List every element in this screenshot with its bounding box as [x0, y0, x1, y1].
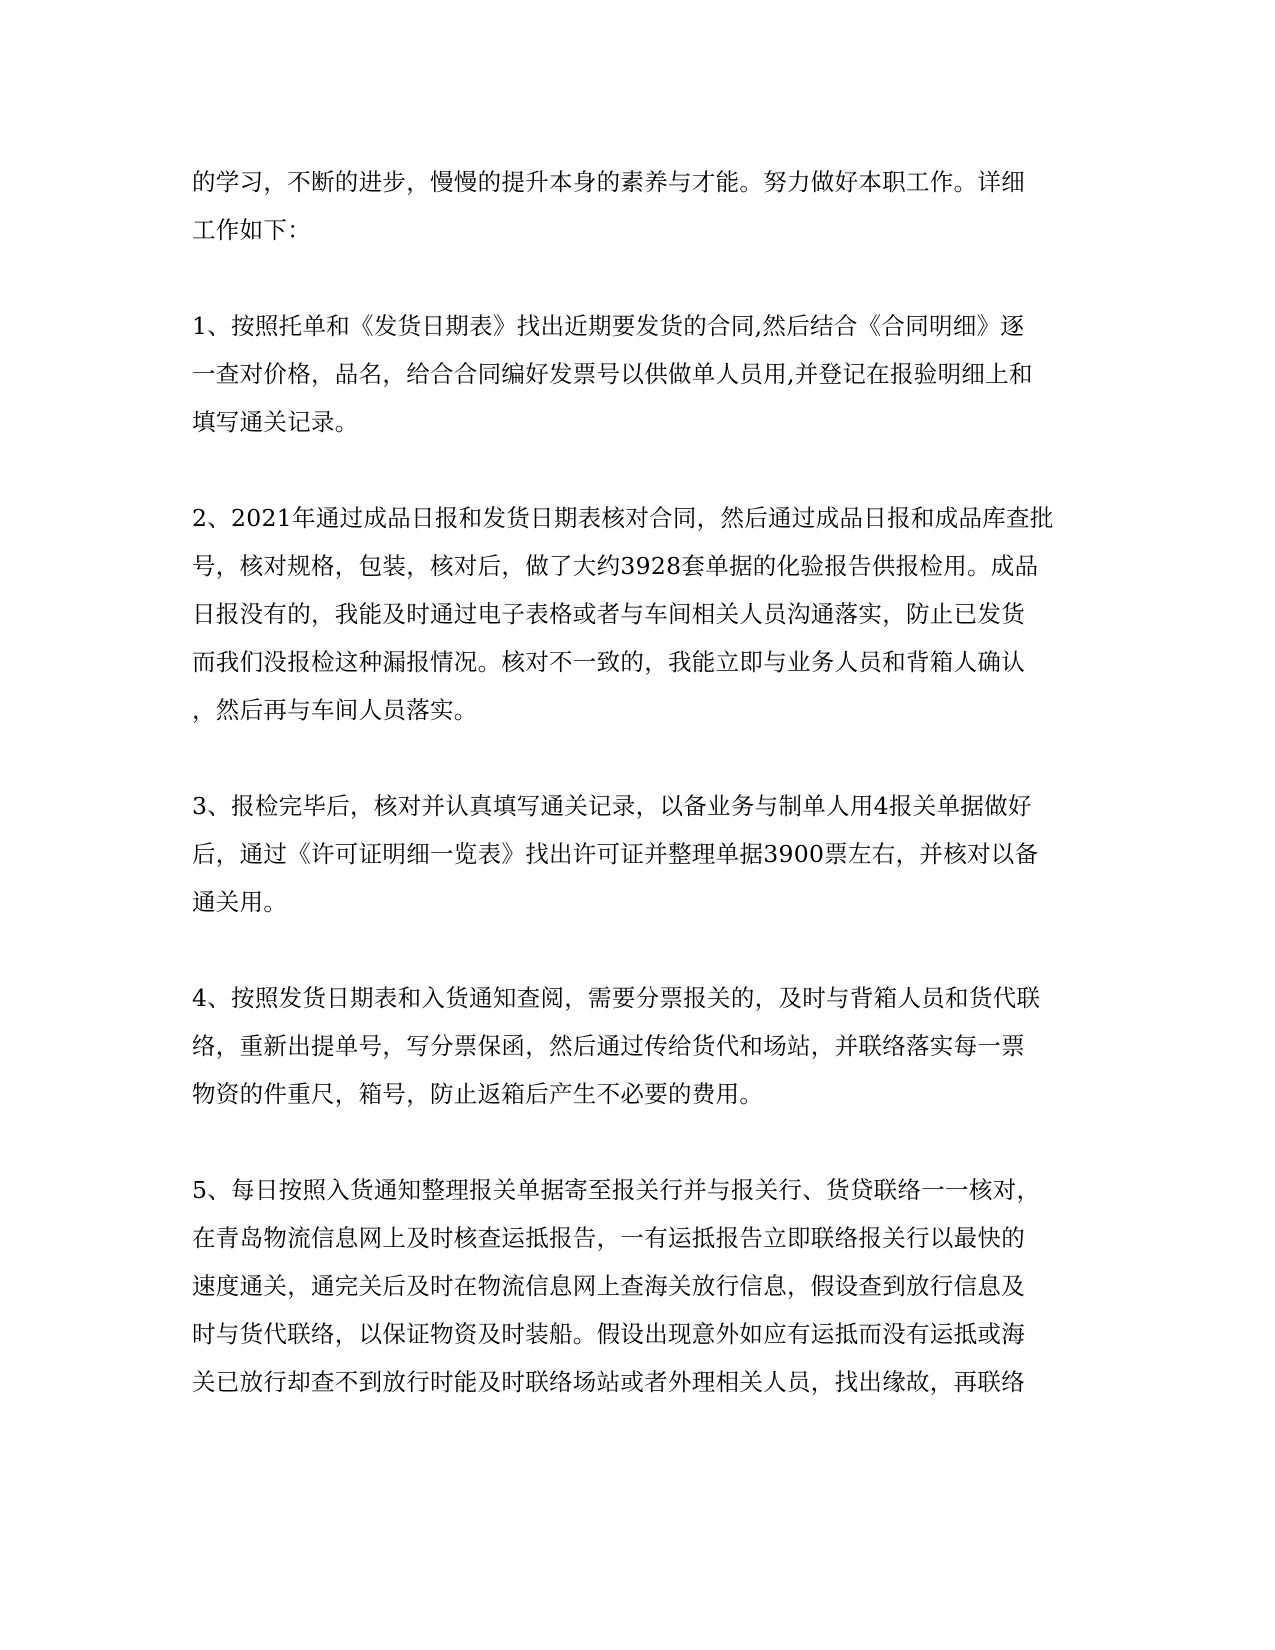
text-line: 1、按照托单和《发货日期表》找出近期要发货的合同,然后结合《合同明细》逐: [192, 312, 1025, 340]
text-line: 号，核对规格，包装，核对后，做了大约3928套单据的化验报告供报检用。成品: [192, 552, 1039, 580]
paragraph-intro: [192, 158, 1092, 254]
text-line: 的学习，不断的进步，慢慢的提升本身的素养与才能。努力做好本职工作。详细: [192, 168, 1025, 196]
text-line: 5、每日按照入货通知整理报关单据寄至报关行并与报关行、货贷联络一一核对，: [192, 1176, 1041, 1204]
text-line: 填写通关记录。: [192, 408, 359, 436]
paragraph-item-5: [192, 1166, 1092, 1406]
text-line: 时与货代联络，以保证物资及时装船。假设出现意外如应有运抵而没有运抵或海: [192, 1320, 1025, 1348]
text-line: 关已放行却查不到放行时能及时联络场站或者外理相关人员，找出缘故，再联络: [192, 1368, 1025, 1396]
text-line: ，然后再与车间人员落实。: [192, 696, 478, 724]
text-line: 后，通过《许可证明细一览表》找出许可证并整理单据3900票左右，并核对以备: [192, 840, 1039, 868]
text-line: 4、按照发货日期表和入货通知查阅，需要分票报关的，及时与背箱人员和货代联: [192, 984, 1041, 1012]
text-line: 日报没有的，我能及时通过电子表格或者与车间相关人员沟通落实，防止已发货: [192, 600, 1025, 628]
document-body: [192, 158, 1092, 1454]
text-line: 络，重新出提单号，写分票保函，然后通过传给货代和场站，并联络落实每一票: [192, 1032, 1025, 1060]
text-line: 工作如下：: [192, 216, 311, 244]
text-line: 通关用。: [192, 888, 288, 916]
paragraph-item-1: [192, 302, 1092, 446]
text-line: 2、2021年通过成品日报和发货日期表核对合同，然后通过成品日报和成品库查批: [192, 504, 1054, 532]
text-line: 在青岛物流信息网上及时核查运抵报告，一有运抵报告立即联络报关行以最快的: [192, 1224, 1025, 1252]
text-line: 一查对价格，品名，给合合同编好发票号以供做单人员用,并登记在报验明细上和: [192, 360, 1033, 388]
paragraph-item-4: [192, 974, 1092, 1118]
text-line: 3、报检完毕后，核对并认真填写通关记录，以备业务与制单人用4报关单据做好: [192, 792, 1032, 820]
paragraph-item-2: [192, 494, 1092, 734]
text-line: 物资的件重尺，箱号，防止返箱后产生不必要的费用。: [192, 1080, 764, 1108]
text-line: 速度通关，通完关后及时在物流信息网上查海关放行信息，假设查到放行信息及: [192, 1272, 1025, 1300]
paragraph-item-3: [192, 782, 1092, 926]
text-line: 而我们没报检这种漏报情况。核对不一致的，我能立即与业务人员和背箱人确认: [192, 648, 1025, 676]
